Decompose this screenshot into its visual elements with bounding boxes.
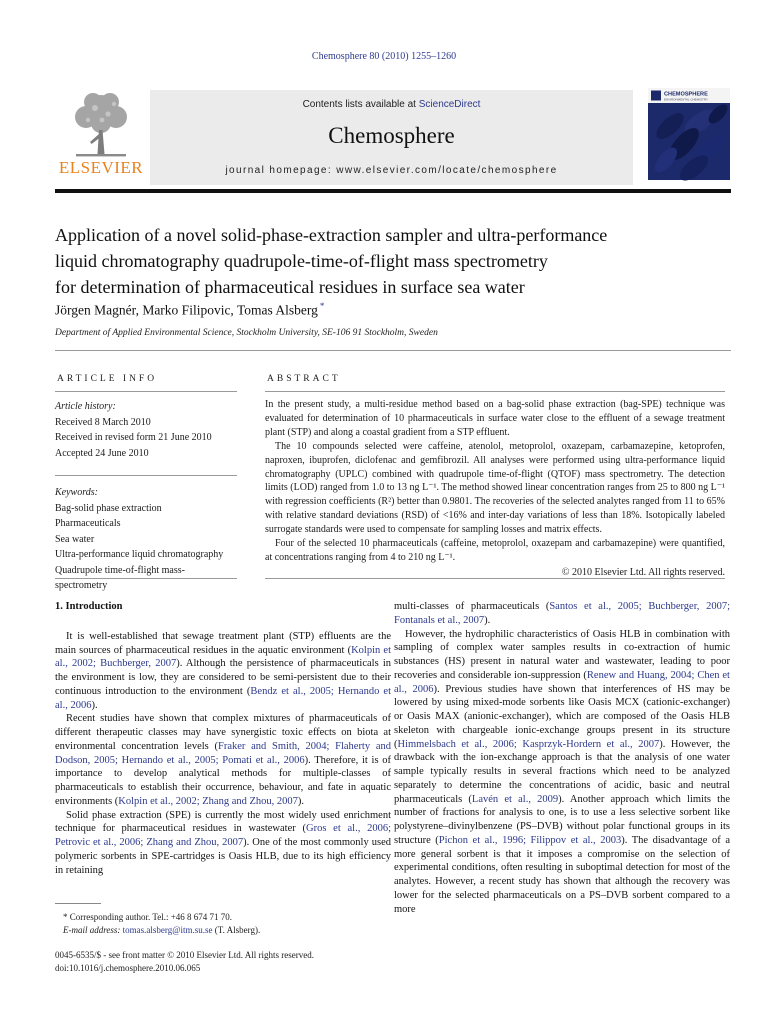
body-column-right <box>394 600 730 916</box>
elsevier-wordmark: ELSEVIER <box>58 158 144 177</box>
journal-banner <box>150 90 633 185</box>
body-paragraph: Recent studies have shown that complex mixtures of pharmaceuticals of different therapeutic classes may have synergistic toxic effects on biota at environmental concentration levels (Fraker and Smith, 2004; Flaherty and Dodson, 2005; Hernando et al., 2005; Pomati et al., 2006). Therefore, it is of importance to develop analytical methods for multiple-classes of pharmaceuticals to establish their occurrence, behaviour, and fate in aquatic environments (Kolpin et al., 2002; Zhang and Zhou, 2007). <box>55 713 392 807</box>
body-column-left <box>55 600 391 877</box>
citation-link[interactable]: Gros et al., 2006; Petrovic et al., 2006; Zhang and Zhou, 2007 <box>55 823 391 848</box>
citation-link[interactable]: Kolpin et al., 2002; Zhang and Zhou, 2007 <box>118 795 298 807</box>
journal-header <box>55 88 731 188</box>
corresponding-author-asterisk[interactable]: * <box>319 301 325 311</box>
email-suffix: (T. Alsberg). <box>212 924 261 935</box>
email-line <box>55 924 391 937</box>
elsevier-logo <box>55 90 147 186</box>
keywords-divider <box>55 475 237 476</box>
cover-title: CHEMOSPHERE <box>664 91 708 98</box>
doi-link[interactable]: doi:10.1016/j.chemosphere.2010.06.065 <box>55 962 201 973</box>
elsevier-tree-icon <box>68 90 134 160</box>
abstract-heading: ABSTRACT <box>267 374 341 384</box>
citation-link[interactable]: Fraker and Smith, 2004; Flaherty and Dodson, 2005; Hernando et al., 2005; Pomati et al., 2006 <box>55 740 391 766</box>
abstract-paragraph: Four of the selected 10 pharmaceuticals (caffeine, metoprolol, oxazepam and carbamazepine) were quantified, at concentrations ranging from 4 to 210 ng L⁻¹. <box>265 538 725 563</box>
history-item: Received in revised form 21 June 2010 <box>55 432 212 443</box>
corresponding-author-note: * Corresponding author. Tel.: +46 8 674 71 70. <box>63 912 233 922</box>
cover-logo-mark <box>651 91 661 101</box>
publication-info <box>55 949 455 974</box>
article-title-line: liquid chromatography quadrupole-time-of-flight mass spectrometry <box>55 251 548 271</box>
contents-prefix: Contents lists available at <box>302 99 419 110</box>
keyword-item: Quadrupole time-of-flight mass- <box>55 564 185 576</box>
journal-title: Chemosphere <box>328 123 455 148</box>
sciencedirect-link[interactable]: ScienceDirect <box>418 99 481 110</box>
keyword-item: Bag-solid phase extraction <box>55 502 162 514</box>
article-title-line: for determination of pharmaceutical residues in surface sea water <box>55 277 525 297</box>
abstract-paragraph: The 10 compounds selected were caffeine, atenolol, metoprolol, oxazepam, carbamazepine, ketoprofen, naproxen, ibuprofen, diclofenac and gemfibrozil. All analyses were performed using ultra-performance liquid chromatography (UPLC) combined with quadrupole time-of-flight (QTOF) mass spectrometry. The detection limits (LOD) ranged from 1.0 to 13 ng L⁻¹. The method showed linear concentration ranges from 25 to 800 ng L⁻¹ with regression coefficients (R²) better than 0.9801. The recoveries of the selected analytes ranged from 11 to 65% with relative standard deviations (RSD) of <16% and inter-day variations of less than 18%. Isotopically labeled surrogate standards were used to compensate for sampling losses and matrix effects. <box>265 440 725 536</box>
citation-link[interactable]: Renew and Huang, 2004; Chen et al., 2006 <box>394 669 730 695</box>
citation-link[interactable]: Pichon et al., 1996; Filippov et al., 2003 <box>438 834 622 846</box>
footnote-block <box>55 903 391 936</box>
citation-link[interactable]: Santos et al., 2005; Buchberger, 2007; Fontanals et al., 2007 <box>394 601 730 626</box>
journal-homepage-link[interactable]: journal homepage: www.elsevier.com/locate/chemosphere <box>225 165 558 176</box>
history-item: Accepted 24 June 2010 <box>55 447 149 459</box>
citation-link[interactable]: Himmelsbach et al., 2006; Kasprzyk-Hordern et al., 2007 <box>397 738 660 750</box>
body-paragraph: However, the hydrophilic characteristics of Oasis HLB in combination with sampling of complex water samples results in co-extraction of humic substances (HS) present in natural water and wastewater, leading to poor recoveries and considerable ion-suppression (Renew and Huang, 2004; Chen et al., 2006). Previous studies have shown that interferences of HS may be lowered by using mixed-mode sorbents like Oasis MCX (cationic-exchanger) or Oasis MAX (anionic-exchanger), which are composed of the Oasis HLB skeleton with chargeable ionic-exchange groups present in its structure (Himmelsbach et al., 2006; Kasprzyk-Hordern et al., 2007). However, the drawback with the ion-exchange approach is that the analysis of one water sample typically results in several fractions which need to be analyzed separately to determine the concentrations of acidic, basic and neutral pharmaceuticals (Lavén et al., 2009). Another approach which limits the number of fractions for analysis to one, is to use a less selective sorbent like polystyrene–divinylbenzene (PS–DVB) without polar functional groups in its structure (Pichon et al., 1996; Filippov et al., 2003). The disadvantage of a more general sorbent is that it imposes a compromise on the selection of experimental conditions, often resulting in suboptimal detection for most of the analytes. However, a recent study has shown that although the recovery was lower for the selected pharmaceuticals on a PS–DVB sorbent compared to a more <box>394 628 731 915</box>
citation-link[interactable]: Bendz et al., 2005; Hernando et al., 2006 <box>55 685 391 711</box>
citation-link[interactable]: Kolpin et al., 2002; Buchberger, 2007 <box>55 644 391 670</box>
section-divider <box>55 350 731 351</box>
history-item: Received 8 March 2010 <box>55 416 151 428</box>
author-names: Jörgen Magnér, Marko Filipovic, Tomas Alsberg <box>55 302 318 318</box>
keyword-item: Ultra-performance liquid chromatography <box>55 549 224 560</box>
body-divider-left <box>55 578 237 579</box>
abstract-paragraph: In the present study, a multi-residue method based on a bag-solid phase extraction (bag-SPE) technique was evaluated for determination of 10 pharmaceuticals in surface water close to the effluent of a sewage treatment plant (STP) and along a coastal gradient from a STP effluent. <box>265 399 725 438</box>
body-divider-right <box>265 578 725 579</box>
journal-cover-thumbnail <box>648 88 730 186</box>
body-paragraph: multi-classes of pharmaceuticals (Santos et al., 2005; Buchberger, 2007; Fontanals et al., 2007). <box>394 601 730 626</box>
keyword-item: Sea water <box>55 533 95 545</box>
article-info-underline <box>55 391 237 392</box>
footnote-rule <box>55 903 101 904</box>
contents-line <box>150 99 633 110</box>
article-title <box>55 222 715 300</box>
article-title-line: Application of a novel solid-phase-extraction sampler and ultra-performance <box>55 225 608 245</box>
abstract-underline <box>265 391 725 392</box>
author-list <box>55 301 715 319</box>
email-label: E-mail address: <box>63 924 123 935</box>
body-paragraph: It is well-established that sewage treatment plant (STP) effluents are the main sources of pharmaceutical residues in the aquatic environment (Kolpin et al., 2002; Buchberger, 2007). Although the persistence of pharmaceuticals in the environment is low, they are considered to be semi-persistent due to their continuous introduction to the environment (Bendz et al., 2005; Hernando et al., 2006). <box>55 630 391 711</box>
issn-line: 0045-6535/$ - see front matter © 2010 Elsevier Ltd. All rights reserved. <box>55 950 315 960</box>
header-divider <box>55 189 731 193</box>
article-info-column <box>55 399 250 594</box>
cover-subtitle: ENVIRONMENTAL CHEMISTRY <box>664 97 708 102</box>
article-history-label: Article history: <box>55 401 116 412</box>
keywords-label: Keywords: <box>55 487 98 498</box>
journal-citation: Chemosphere 80 (2010) 1255–1260 <box>311 51 457 62</box>
abstract-body <box>265 398 725 580</box>
keyword-item: spectrometry <box>55 580 108 591</box>
email-link[interactable]: tomas.alsberg@itm.su.se <box>122 924 213 935</box>
copyright-notice: © 2010 Elsevier Ltd. All rights reserved. <box>561 566 725 578</box>
article-info-heading: ARTICLE INFO <box>57 374 158 384</box>
introduction-heading: 1. Introduction <box>55 601 123 612</box>
citation-link[interactable]: Lavén et al., 2009 <box>471 793 559 805</box>
body-paragraph: Solid phase extraction (SPE) is currently the most widely used enrichment technique for pharmaceutical residues in wastewater (Gros et al., 2006; Petrovic et al., 2006; Zhang and Zhou, 2007). One of the most commonly used polymeric sorbents in SPE-cartridges is Oasis HLB, due to its high efficiency in retaining <box>55 809 391 876</box>
keyword-item: Pharmaceuticals <box>55 518 121 529</box>
author-affiliation: Department of Applied Environmental Science, Stockholm University, SE-106 91 Stockholm, Sweden <box>55 328 438 338</box>
